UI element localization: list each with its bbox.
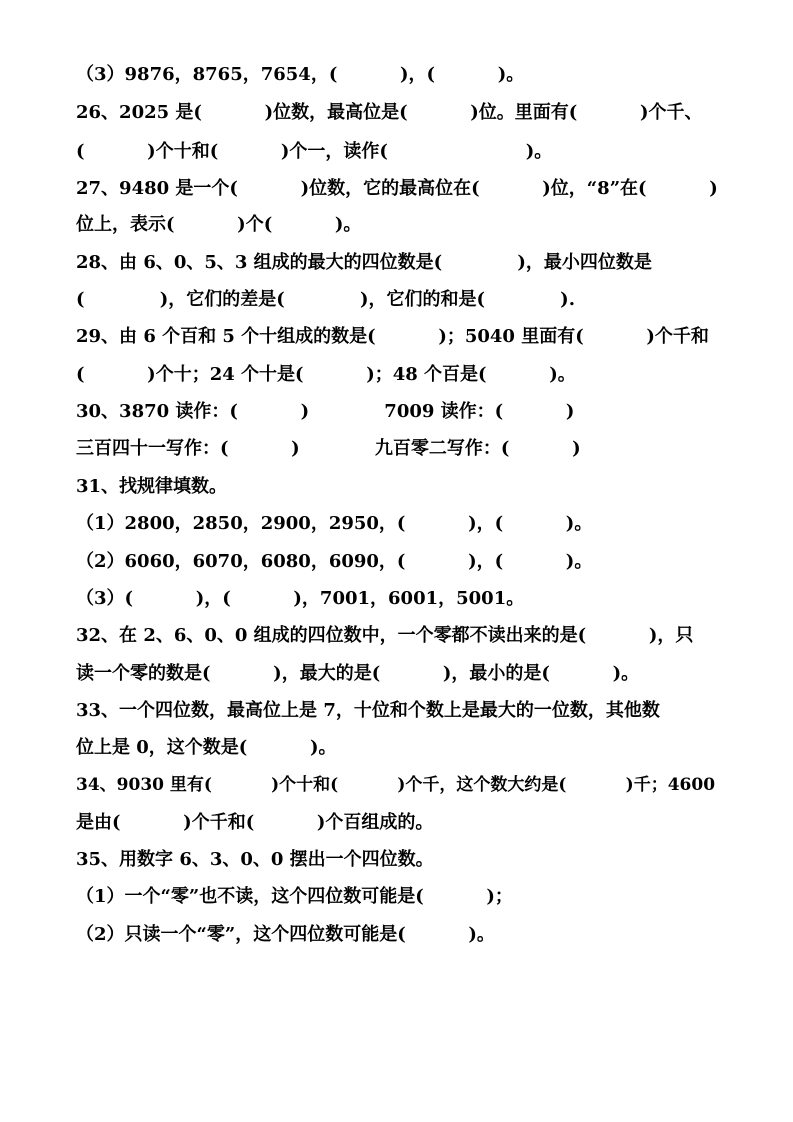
q32-line1: 32、在 2、6、0、0 组成的四位数中，一个零都不读出来的是( )，只 bbox=[76, 625, 694, 646]
q29-line1: 29、由 6 个百和 5 个十组成的数是( )；5040 里面有( )个千和 bbox=[76, 326, 709, 347]
q32-line2: 读一个零的数是( )，最大的是( )，最小的是( )。 bbox=[76, 663, 640, 684]
q29-line2: ( )个十；24 个十是( )；48 个百是( )。 bbox=[76, 364, 576, 385]
q31-part2: （2）6060，6070，6080，6090，( )，( )。 bbox=[76, 551, 593, 572]
q31-part1: （1）2800，2850，2900，2950，( )，( )。 bbox=[76, 513, 593, 534]
q34-line1: 34、9030 里有( )个十和( )个千，这个数大约是( )千；4600 bbox=[76, 775, 716, 795]
q27-line2: 位上，表示( )个( )。 bbox=[76, 214, 362, 235]
q26-line1: 26、2025 是( )位数，最高位是( )位。里面有( )个千、 bbox=[76, 102, 703, 123]
q28-line1: 28、由 6、0、5、3 组成的最大的四位数是( )，最小四位数是 bbox=[76, 252, 652, 273]
q31-heading: 31、找规律填数。 bbox=[76, 476, 228, 497]
q30-line2: 三百四十一写作：( ) 九百零二写作：( ) bbox=[76, 438, 581, 459]
q35-part1: （1）一个“零”也不读，这个四位数可能是( )； bbox=[76, 886, 513, 907]
q31-part3: （3）( )，( )，7001，6001，5001。 bbox=[76, 588, 525, 609]
q34-line2: 是由( )个千和( )个百组成的。 bbox=[76, 812, 434, 833]
q25-part3-line: （3）9876，8765，7654，( )，( )。 bbox=[76, 64, 525, 85]
q26-line2: ( )个十和( )个一，读作( )。 bbox=[76, 141, 553, 162]
q33-line2: 位上是 0，这个数是( )。 bbox=[76, 737, 337, 758]
q35-part2: （2）只读一个“零”，这个四位数可能是( )。 bbox=[76, 924, 495, 945]
q28-line2: ( )，它们的差是( )，它们的和是( ). bbox=[76, 289, 575, 310]
q27-line1: 27、9480 是一个( )位数，它的最高位在( )位，“8”在( ) bbox=[76, 178, 718, 199]
q33-line1: 33、一个四位数，最高位上是 7，十位和个数上是最大的一位数，其他数 bbox=[76, 700, 660, 721]
q35-heading: 35、用数字 6、3、0、0 摆出一个四位数。 bbox=[76, 849, 434, 870]
q30-line1: 30、3870 读作：( ) 7009 读作：( ) bbox=[76, 401, 575, 422]
